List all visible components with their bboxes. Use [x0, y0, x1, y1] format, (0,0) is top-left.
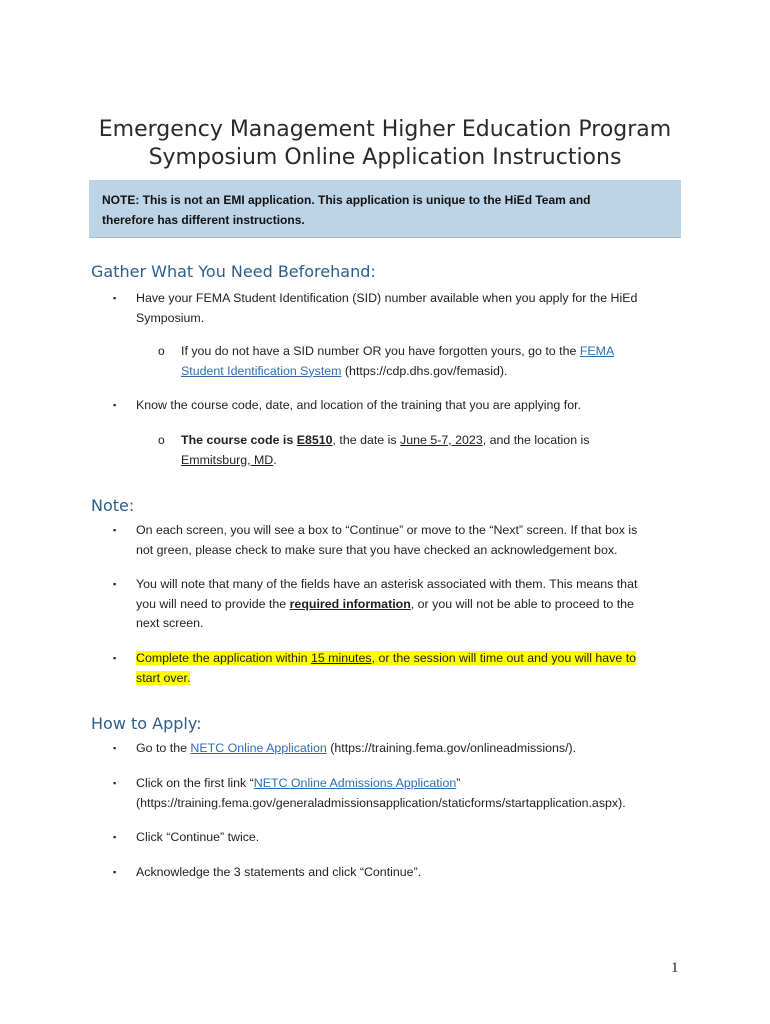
list-item-line: On each screen, you will see a box to “Continue” or move to the “Next” screen. If that box is [136, 523, 638, 537]
list-item-line: Symposium. [136, 310, 205, 325]
list-item-line: You will note that many of the fields have an asterisk associated with them. This means that [136, 577, 638, 591]
highlighted-text [136, 651, 636, 665]
time-limit-value: 15 minutes [310, 651, 372, 665]
text-span: If you do not have a SID number OR you have forgotten yours, go to the [181, 344, 580, 358]
list-item-acknowledge: Acknowledge the 3 statements and click “Continue”. [136, 865, 422, 879]
bullet-marker: ▪ [113, 400, 117, 410]
bullet-marker: ▪ [113, 867, 117, 877]
list-item-line: not green, please check to make sure that you have checked an acknowledgement box. [136, 542, 618, 557]
title-line-2: Symposium Online Application Instructions [148, 145, 622, 170]
note-callout-line-2: therefore has different instructions. [102, 213, 305, 227]
list-item-asterisk-fields [136, 575, 681, 634]
list-item-sid-help [181, 342, 681, 381]
list-item-course-details [181, 431, 681, 470]
required-information-emphasis: required information [289, 596, 411, 611]
text-span: you will need to provide the [136, 596, 290, 611]
section-heading-gather: Gather What You Need Beforehand: [91, 262, 376, 281]
text-span: Go to the [136, 741, 191, 755]
fema-sid-link[interactable]: FEMA [579, 344, 615, 358]
text-span: (https://cdp.dhs.gov/femasid). [341, 363, 508, 378]
bullet-marker: ▪ [113, 293, 117, 303]
section-heading-apply: How to Apply: [91, 714, 202, 733]
list-item-line: Have your FEMA Student Identification (SID) number available when you apply for the HiEd [136, 291, 638, 305]
text-span: , or the session will time out and you will have to [371, 651, 637, 665]
bullet-marker: ▪ [113, 525, 117, 535]
list-item-first-link [136, 774, 681, 813]
list-item-go-to-application [136, 739, 681, 759]
text-span: , the date is [332, 433, 401, 447]
list-item-continue-box [136, 521, 681, 560]
text-span: Complete the application within [136, 651, 311, 665]
text-span: . [273, 452, 277, 467]
fema-sid-link-continued[interactable]: Student Identification System [181, 363, 342, 378]
section-heading-note: Note: [91, 496, 135, 515]
course-code: E8510 [296, 433, 333, 447]
netc-online-application-link[interactable]: NETC Online Application [190, 741, 327, 755]
bullet-marker: ▪ [113, 778, 117, 788]
netc-admissions-application-link[interactable]: NETC Online Admissions Application [253, 776, 457, 790]
bullet-marker: ▪ [113, 743, 117, 753]
list-item-time-limit [136, 649, 681, 688]
page-title [0, 116, 770, 172]
title-line-1: Emergency Management Higher Education Program [98, 117, 672, 142]
note-callout-box [89, 180, 681, 238]
list-item-line: next screen. [136, 616, 204, 630]
bullet-marker: ▪ [113, 832, 117, 842]
sub-bullet-marker: o [158, 344, 165, 358]
text-span: Click on the first link “ [136, 776, 254, 790]
text-span: (https://training.fema.gov/onlineadmissions/). [326, 741, 577, 755]
course-date: June 5-7, 2023 [400, 433, 483, 447]
note-callout-line-1: NOTE: This is not an EMI application. This application is unique to the HiEd Team and [102, 193, 591, 207]
page-number: 1 [671, 960, 679, 976]
sub-bullet-marker: o [158, 433, 165, 447]
list-item-click-continue: Click “Continue” twice. [136, 830, 260, 844]
list-item-course-info: Know the course code, date, and location of the training that you are applying for. [136, 398, 581, 412]
course-location: Emmitsburg, MD [181, 452, 274, 467]
text-span: ” [456, 776, 461, 790]
bullet-marker: ▪ [113, 653, 117, 663]
bullet-marker: ▪ [113, 579, 117, 589]
text-span: , and the location is [482, 433, 590, 447]
text-span: , or you will not be able to proceed to the [410, 596, 634, 611]
text-span: The course code is [181, 433, 297, 447]
list-item-sid [136, 289, 681, 328]
list-item-line: (https://training.fema.gov/generaladmissionsapplication/staticforms/startapplication.aspx). [136, 795, 626, 810]
highlighted-text: start over. [136, 670, 191, 685]
